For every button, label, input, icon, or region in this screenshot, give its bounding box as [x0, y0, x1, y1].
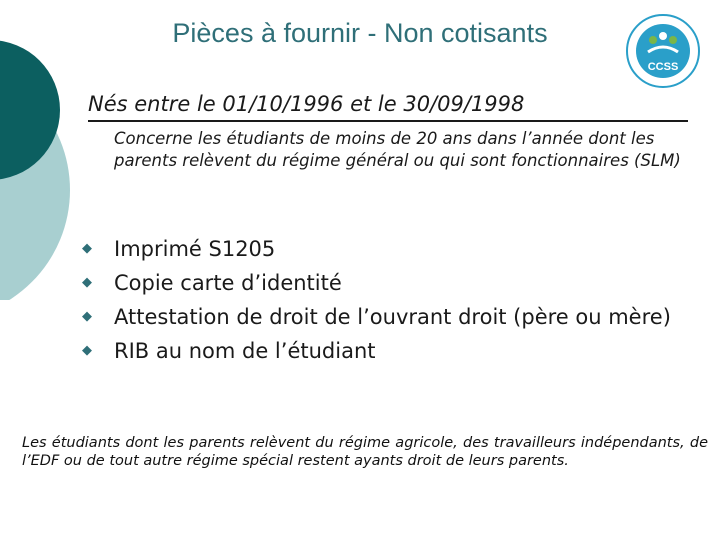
logo-acronym: CCSS [647, 61, 679, 73]
list-item [80, 266, 710, 300]
diamond-bullet-icon: ◆ [82, 275, 92, 290]
list-item-label: Attestation de droit de l’ouvrant droit (père ou mère) [114, 305, 671, 329]
ccss-logo-icon [618, 12, 708, 90]
list-item [80, 232, 710, 266]
page-title: Pièces à fournir - Non cotisants [172, 18, 548, 48]
diamond-bullet-icon: ◆ [82, 309, 92, 324]
list-item-label: Copie carte d’identité [114, 271, 342, 295]
ccss-logo [618, 12, 708, 90]
subtitle-underline [88, 120, 688, 122]
subtitle: Nés entre le 01/10/1996 et le 30/09/1998 [88, 92, 525, 116]
list-item-label: Imprimé S1205 [114, 237, 276, 261]
documents-list [80, 232, 710, 368]
list-item [80, 334, 710, 368]
list-item [80, 300, 710, 334]
footer-note: Les étudiants dont les parents relèvent du régime agricole, des travailleurs indépendants, de l’EDF ou de tout autre régime spécial restent ayants droit de leurs parents. [22, 435, 708, 469]
concern-paragraph: Concerne les étudiants de moins de 20 ans dans l’année dont les parents relèvent du régime général ou qui sont fonctionnaires (SLM) [114, 129, 681, 170]
diamond-bullet-icon: ◆ [82, 241, 92, 256]
list-item-label: RIB au nom de l’étudiant [114, 339, 376, 363]
diamond-bullet-icon: ◆ [82, 343, 92, 358]
